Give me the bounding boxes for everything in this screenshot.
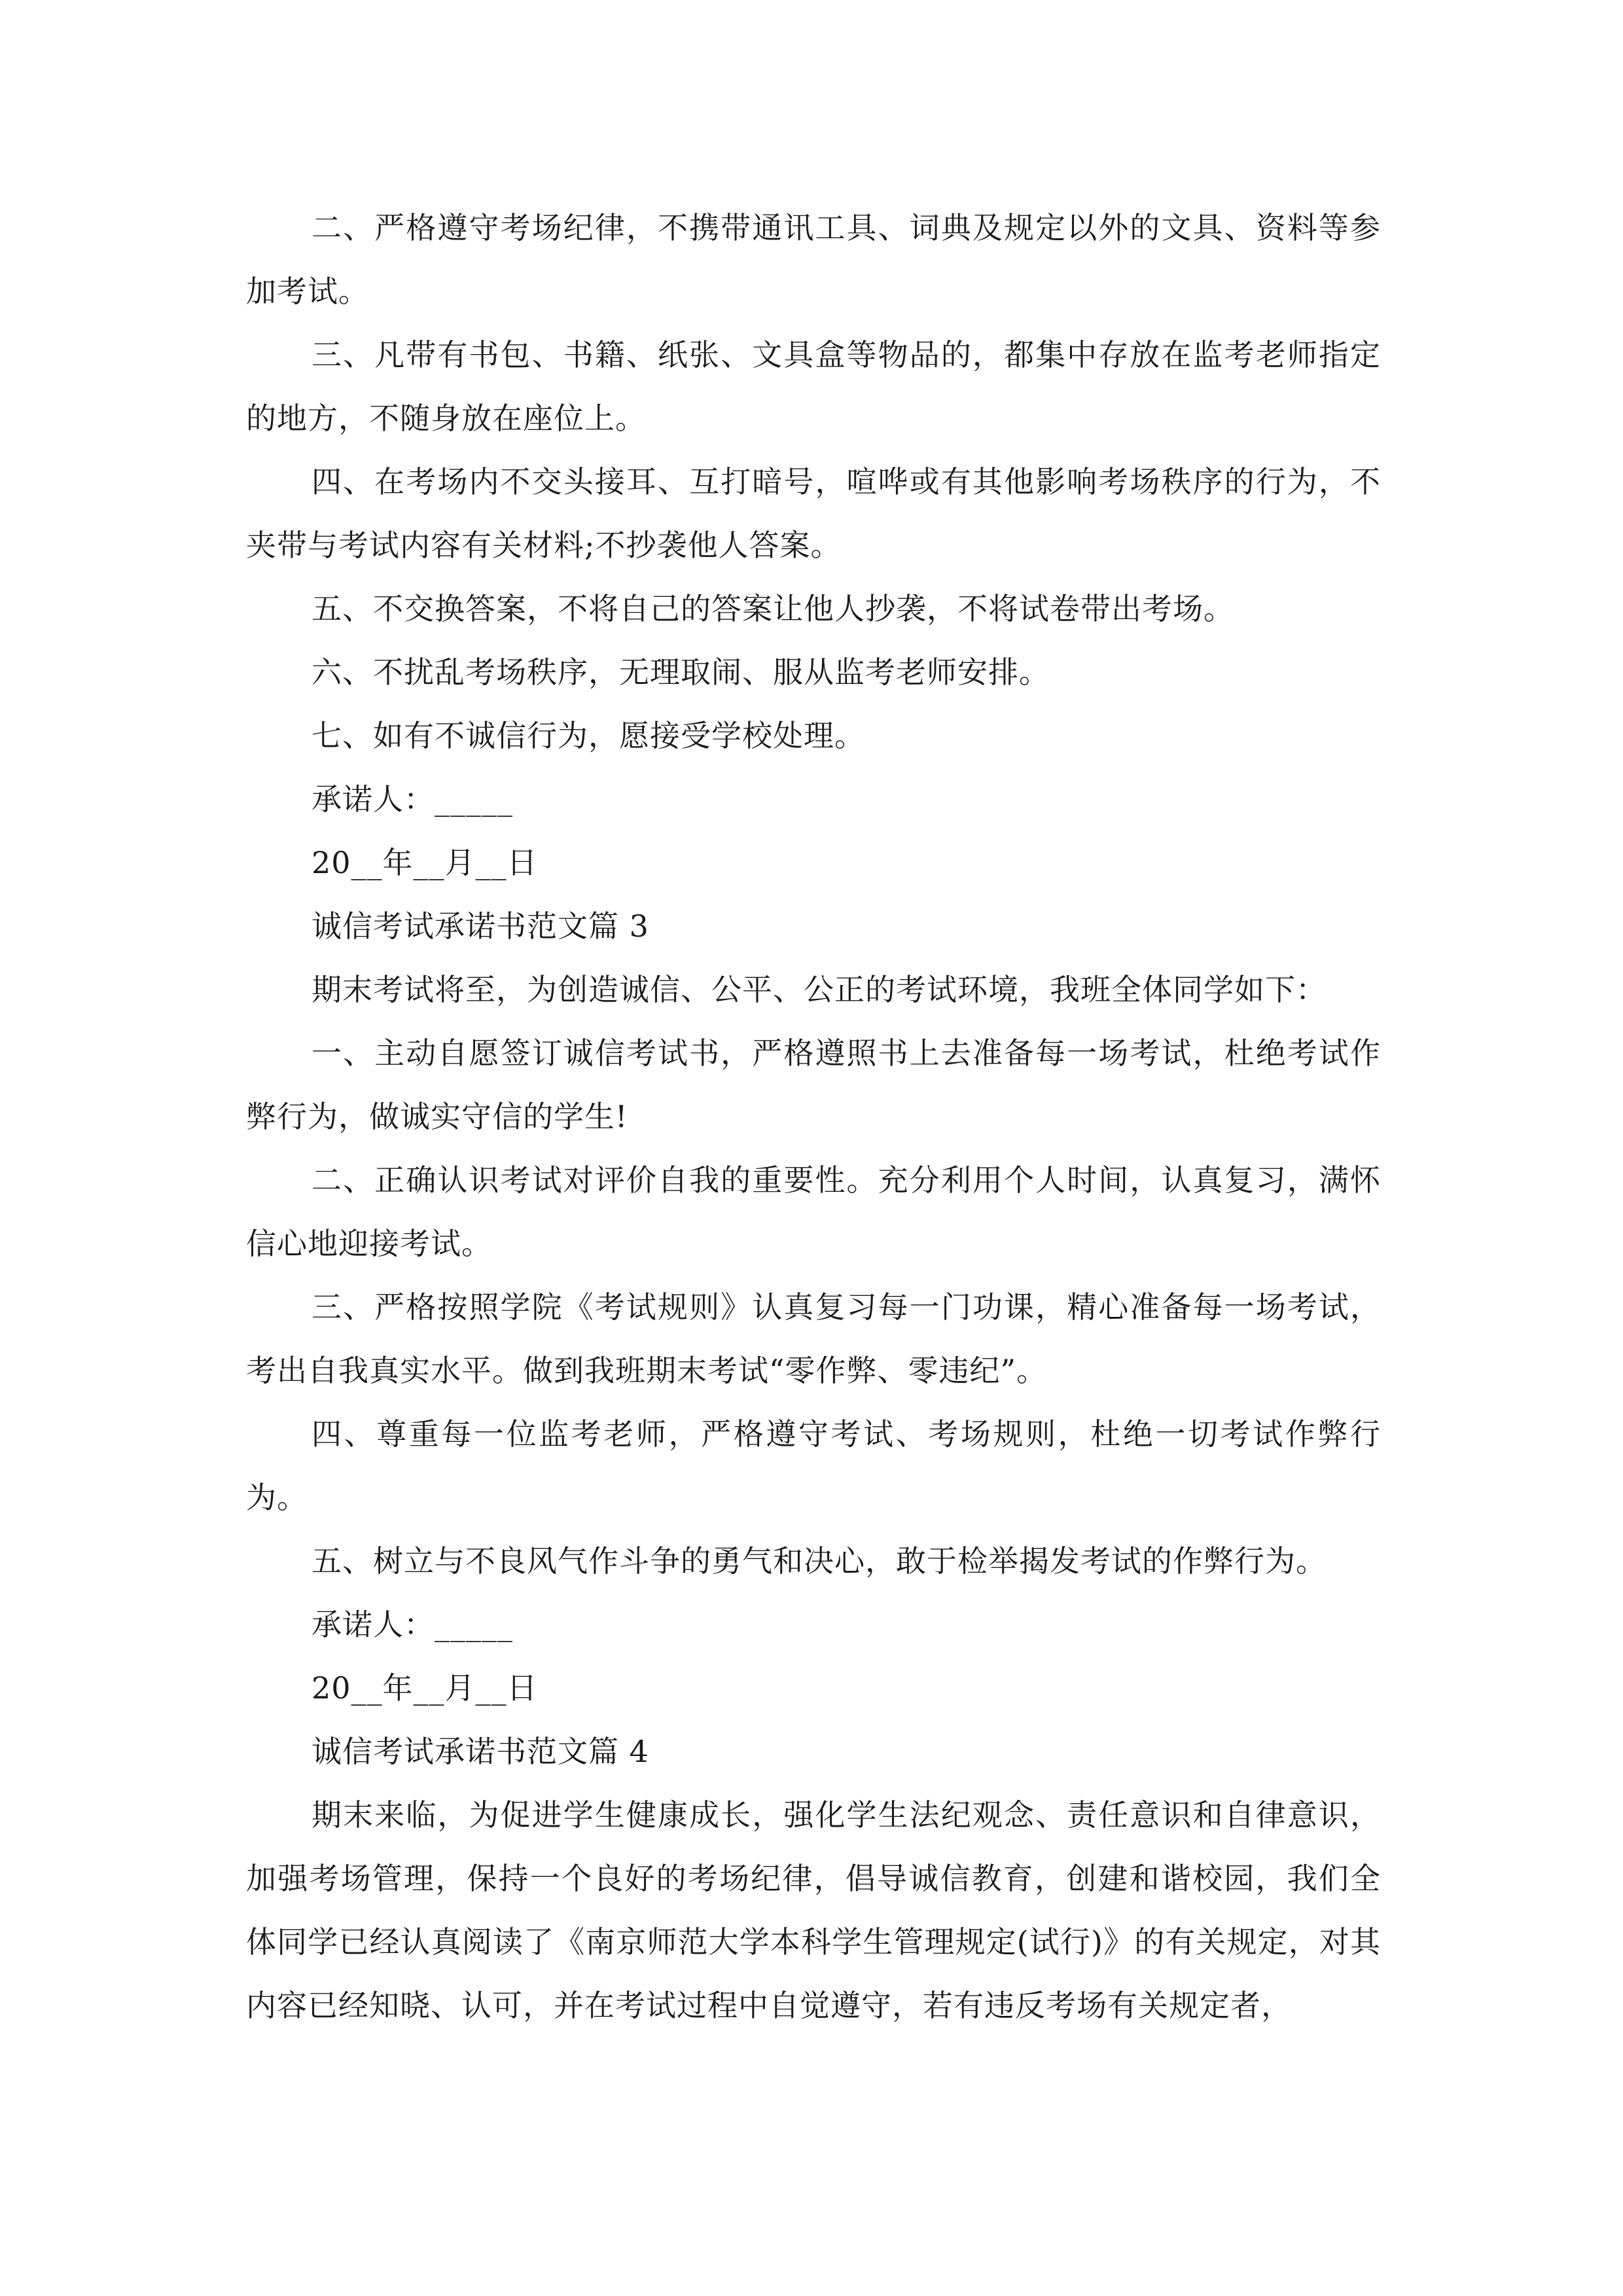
paragraph-intro-4: 期末来临，为促进学生健康成长，强化学生法纪观念、责任意识和自律意识，加强考场管理，保持一个良好的考场纪律，倡导诚信教育，创建和谐校园，我们全体同学已经认真阅读了《南京师范大学本科学生管理规定(试行)》的有关规定，对其内容已经知晓、认可，并在考试过程中自觉遵守，若有违反考场有关规定者， bbox=[246, 1797, 1381, 2023]
paragraph-rule-4: 四、在考场内不交头接耳、互打暗号，喧哗或有其他影响考场秩序的行为，不夹带与考试内容有关材料;不抄袭他人答案。 bbox=[246, 464, 1381, 563]
paragraph-rule-2: 二、严格遵守考场纪律，不携带通讯工具、词典及规定以外的文具、资料等参加考试。 bbox=[246, 210, 1381, 309]
paragraph-pledge-1: 一、主动自愿签订诚信考试书，严格遵照书上去准备每一场考试，杜绝考试作弊行为，做诚实守信的学生! bbox=[246, 1035, 1381, 1134]
section-title-3: 诚信考试承诺书范文篇 3 bbox=[312, 908, 649, 944]
paragraph-rule-6: 六、不扰乱考场秩序，无理取闹、服从监考老师安排。 bbox=[312, 655, 1050, 690]
document-body bbox=[246, 196, 1381, 2037]
section-title-4: 诚信考试承诺书范文篇 4 bbox=[312, 1734, 649, 1769]
paragraph-pledge-2: 二、正确认识考试对评价自我的重要性。充分利用个人时间，认真复习，满怀信心地迎接考试。 bbox=[246, 1162, 1381, 1261]
signature-line: 承诺人：_____ bbox=[312, 781, 513, 817]
paragraph-rule-3: 三、凡带有书包、书籍、纸张、文具盒等物品的，都集中存放在监考老师指定的地方，不随身放在座位上。 bbox=[246, 337, 1381, 436]
signature-line: 承诺人：_____ bbox=[312, 1607, 513, 1642]
paragraph-pledge-5: 五、树立与不良风气作斗争的勇气和决心，敢于检举揭发考试的作弊行为。 bbox=[312, 1543, 1327, 1579]
paragraph-intro-3: 期末考试将至，为创造诚信、公平、公正的考试环境，我班全体同学如下： bbox=[312, 972, 1327, 1007]
paragraph-rule-7: 七、如有不诚信行为，愿接受学校处理。 bbox=[312, 718, 865, 753]
date-line: 20__年__月__日 bbox=[312, 845, 538, 880]
date-line: 20__年__月__日 bbox=[312, 1670, 538, 1706]
paragraph-rule-5: 五、不交换答案，不将自己的答案让他人抄袭，不将试卷带出考场。 bbox=[312, 591, 1234, 626]
paragraph-pledge-4: 四、尊重每一位监考老师，严格遵守考试、考场规则，杜绝一切考试作弊行为。 bbox=[246, 1416, 1381, 1515]
paragraph-pledge-3: 三、严格按照学院《考试规则》认真复习每一门功课，精心准备每一场考试，考出自我真实水平。做到我班期末考试“零作弊、零违纪”。 bbox=[246, 1289, 1381, 1388]
